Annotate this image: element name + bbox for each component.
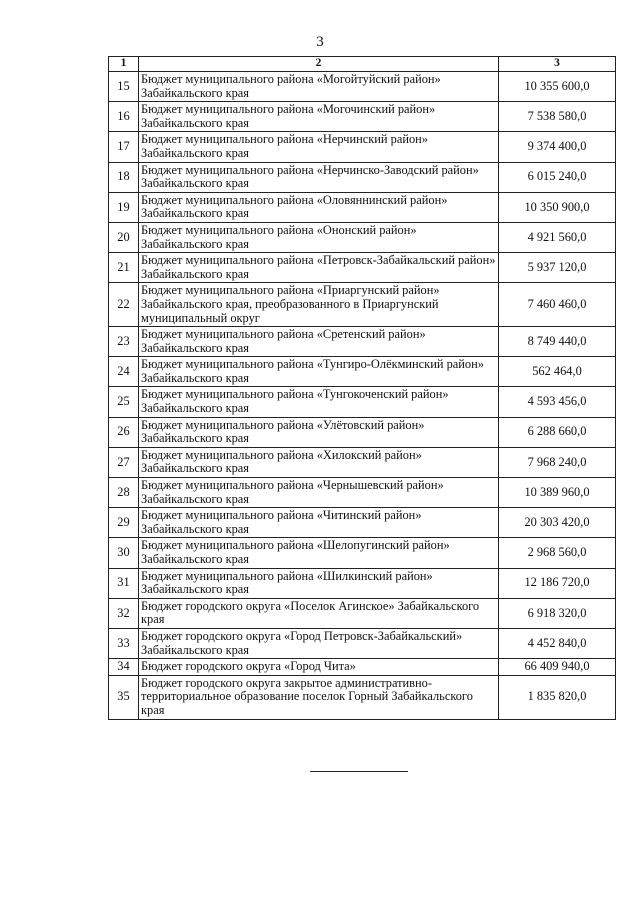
header-col-number: 1 [109, 57, 139, 72]
table-row [109, 132, 616, 162]
row-amount: 66 409 940,0 [499, 659, 616, 676]
table-row [109, 192, 616, 222]
table-row [109, 598, 616, 628]
page-number: 3 [316, 34, 324, 50]
row-budget-name: Бюджет муниципального района «Могойтуйский район» Забайкальского края [139, 72, 499, 102]
table-row [109, 222, 616, 252]
row-budget-name: Бюджет муниципального района «Тунгокоченский район» Забайкальского края [139, 387, 499, 417]
row-amount: 9 374 400,0 [499, 132, 616, 162]
row-amount: 8 749 440,0 [499, 327, 616, 357]
row-budget-name: Бюджет городского округа «Город Петровск-Забайкальский» Забайкальского края [139, 628, 499, 658]
row-budget-name: Бюджет муниципального района «Ононский район» Забайкальского края [139, 222, 499, 252]
row-amount: 20 303 420,0 [499, 508, 616, 538]
row-number: 31 [109, 568, 139, 598]
row-amount: 5 937 120,0 [499, 253, 616, 283]
row-amount: 7 968 240,0 [499, 447, 616, 477]
row-amount: 4 921 560,0 [499, 222, 616, 252]
row-amount: 1 835 820,0 [499, 675, 616, 719]
row-budget-name: Бюджет муниципального района «Тунгиро-Олёкминский район» Забайкальского края [139, 357, 499, 387]
row-number: 18 [109, 162, 139, 192]
row-amount: 7 538 580,0 [499, 102, 616, 132]
row-number: 29 [109, 508, 139, 538]
table-row [109, 568, 616, 598]
row-number: 26 [109, 417, 139, 447]
row-budget-name: Бюджет муниципального района «Петровск-Забайкальский район» Забайкальского края [139, 253, 499, 283]
row-number: 32 [109, 598, 139, 628]
row-budget-name: Бюджет муниципального района «Улётовский район» Забайкальского края [139, 417, 499, 447]
table-body [109, 72, 616, 720]
table-row [109, 357, 616, 387]
table-row [109, 387, 616, 417]
row-amount: 10 355 600,0 [499, 72, 616, 102]
table-row [109, 628, 616, 658]
table-row [109, 659, 616, 676]
row-number: 22 [109, 283, 139, 327]
table-row [109, 72, 616, 102]
row-number: 33 [109, 628, 139, 658]
table-row [109, 417, 616, 447]
row-budget-name: Бюджет городского округа «Город Чита» [139, 659, 499, 676]
table-row [109, 508, 616, 538]
row-budget-name: Бюджет муниципального района «Сретенский район» Забайкальского края [139, 327, 499, 357]
table-header [109, 57, 616, 72]
row-number: 20 [109, 222, 139, 252]
row-number: 34 [109, 659, 139, 676]
table-row [109, 253, 616, 283]
row-amount: 2 968 560,0 [499, 538, 616, 568]
row-number: 19 [109, 192, 139, 222]
row-amount: 12 186 720,0 [499, 568, 616, 598]
budget-table [108, 56, 616, 720]
row-amount: 6 288 660,0 [499, 417, 616, 447]
table-row [109, 102, 616, 132]
row-number: 16 [109, 102, 139, 132]
row-amount: 7 460 460,0 [499, 283, 616, 327]
row-number: 23 [109, 327, 139, 357]
row-amount: 6 015 240,0 [499, 162, 616, 192]
row-number: 30 [109, 538, 139, 568]
row-budget-name: Бюджет муниципального района «Могочинский район» Забайкальского края [139, 102, 499, 132]
table-row [109, 327, 616, 357]
row-number: 17 [109, 132, 139, 162]
row-number: 35 [109, 675, 139, 719]
table-row [109, 162, 616, 192]
row-budget-name: Бюджет муниципального района «Приаргунский район» Забайкальского края, преобразованного в Приаргунский муниципальный округ [139, 283, 499, 327]
row-number: 21 [109, 253, 139, 283]
row-budget-name: Бюджет городского округа «Поселок Агинское» Забайкальского края [139, 598, 499, 628]
row-budget-name: Бюджет муниципального района «Шелопугинский район» Забайкальского края [139, 538, 499, 568]
row-budget-name: Бюджет муниципального района «Нерчинско-Заводский район» Забайкальского края [139, 162, 499, 192]
table-row [109, 675, 616, 719]
row-amount: 4 593 456,0 [499, 387, 616, 417]
table-row [109, 478, 616, 508]
row-budget-name: Бюджет муниципального района «Шилкинский район» Забайкальского края [139, 568, 499, 598]
row-number: 24 [109, 357, 139, 387]
row-budget-name: Бюджет муниципального района «Хилокский район» Забайкальского края [139, 447, 499, 477]
row-budget-name: Бюджет муниципального района «Нерчинский район» Забайкальского края [139, 132, 499, 162]
row-number: 28 [109, 478, 139, 508]
table-row [109, 283, 616, 327]
table-header-row [109, 57, 616, 72]
row-amount: 562 464,0 [499, 357, 616, 387]
row-number: 25 [109, 387, 139, 417]
header-col-amount: 3 [499, 57, 616, 72]
table-row [109, 447, 616, 477]
row-amount: 6 918 320,0 [499, 598, 616, 628]
row-amount: 4 452 840,0 [499, 628, 616, 658]
table-row [109, 538, 616, 568]
header-col-name: 2 [139, 57, 499, 72]
row-budget-name: Бюджет муниципального района «Чернышевский район» Забайкальского края [139, 478, 499, 508]
row-amount: 10 350 900,0 [499, 192, 616, 222]
end-divider-line [310, 771, 408, 772]
row-budget-name: Бюджет городского округа закрытое административно-территориальное образование поселок Горный Забайкальского края [139, 675, 499, 719]
row-number: 27 [109, 447, 139, 477]
row-budget-name: Бюджет муниципального района «Оловяннинский район» Забайкальского края [139, 192, 499, 222]
row-budget-name: Бюджет муниципального района «Читинский район» Забайкальского края [139, 508, 499, 538]
row-amount: 10 389 960,0 [499, 478, 616, 508]
row-number: 15 [109, 72, 139, 102]
